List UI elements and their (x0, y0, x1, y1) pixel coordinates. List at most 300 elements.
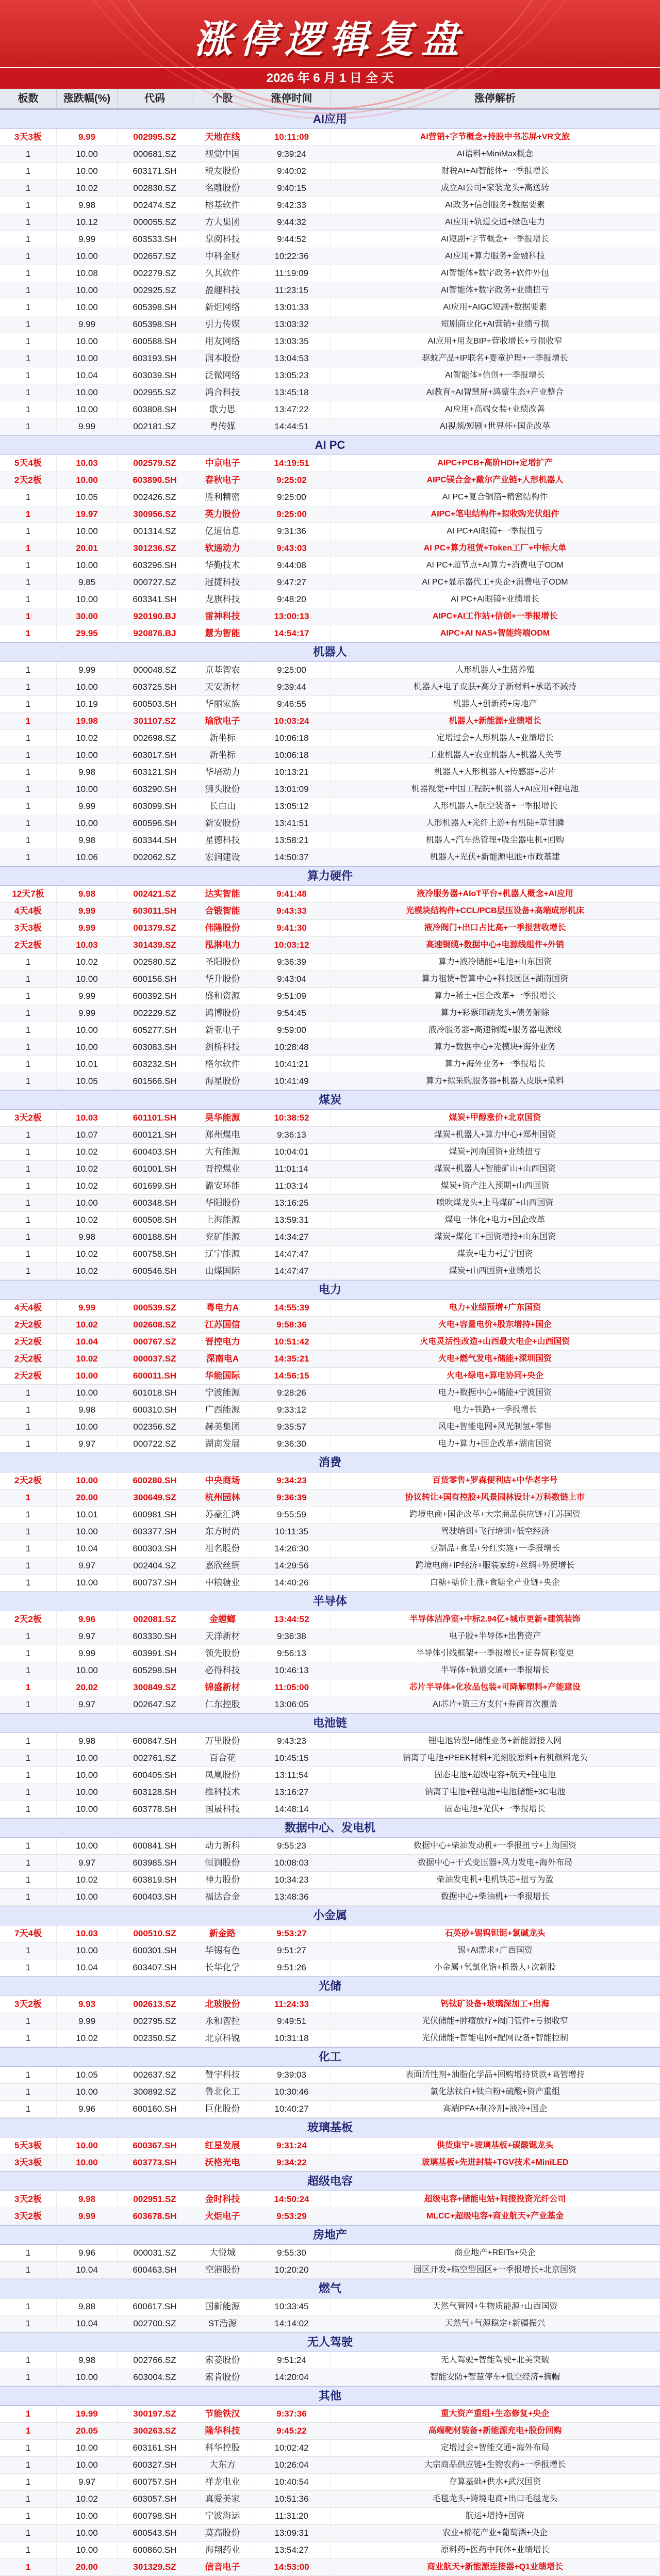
board-count: 1 (0, 2423, 57, 2439)
stock-code: 301236.SZ (118, 540, 192, 557)
stock-name: 恒润股份 (192, 1855, 253, 1871)
limit-up-time: 13:03:35 (253, 333, 331, 350)
stock-name: 狮头股份 (192, 781, 253, 798)
board-count: 1 (0, 2084, 57, 2100)
change-pct: 10.00 (57, 1419, 118, 1435)
stock-name: 宁波海运 (192, 2508, 253, 2524)
limit-up-time: 13:16:25 (253, 1195, 331, 1211)
stock-name: 杭州园林 (192, 1489, 253, 1506)
section-header: 算力硬件 (0, 866, 660, 886)
limit-up-time: 13:05:23 (253, 367, 331, 384)
section-header: AI PC (0, 435, 660, 455)
table-row (0, 1575, 660, 1592)
limit-up-analysis: 算力+稀土+国企改革+一季报增长 (331, 988, 660, 1005)
limit-up-analysis: 财税AI+AI智能体+一季报增长 (331, 163, 660, 180)
limit-up-time: 9:25:00 (253, 489, 331, 506)
change-pct: 19.99 (57, 2406, 118, 2422)
limit-up-analysis: AI应用+用友BIP+营收增长+亏损收窄 (331, 333, 660, 350)
table-row (0, 197, 660, 214)
change-pct: 9.97 (57, 1696, 118, 1713)
change-pct: 10.05 (57, 2067, 118, 2083)
limit-up-analysis: 人形机器人+光纤上游+有机硅+草甘膦 (331, 815, 660, 832)
limit-up-analysis: 钠离子电池+PEEK材料+光刻胶原料+有机颜料龙头 (331, 1750, 660, 1767)
table-row (0, 1368, 660, 1385)
stock-name: 掌阅科技 (192, 231, 253, 248)
board-count: 1 (0, 401, 57, 418)
change-pct: 10.06 (57, 849, 118, 866)
board-count: 1 (0, 1178, 57, 1194)
table-row (0, 1212, 660, 1229)
table-row (0, 1195, 660, 1212)
stock-code: 300956.SZ (118, 506, 192, 523)
stock-code: 002637.SZ (118, 2067, 192, 2083)
stock-name: 锦盛新材 (192, 1679, 253, 1696)
stock-code: 600981.SH (118, 1506, 192, 1523)
stock-code: 002830.SZ (118, 180, 192, 197)
change-pct: 10.02 (57, 1178, 118, 1194)
board-count: 1 (0, 2508, 57, 2524)
change-pct: 10.00 (57, 971, 118, 987)
limit-up-time: 9:34:23 (253, 1472, 331, 1489)
limit-up-analysis: 煤炭+煤化工+国资增持+山东国资 (331, 1229, 660, 1245)
limit-up-time: 10:51:36 (253, 2491, 331, 2507)
change-pct: 9.99 (57, 988, 118, 1005)
stock-name: 晋控电力 (192, 1334, 253, 1350)
change-pct: 10.00 (57, 1575, 118, 1591)
change-pct: 10.05 (57, 1073, 118, 1090)
limit-up-time: 13:01:09 (253, 781, 331, 798)
stock-code: 603407.SH (118, 1959, 192, 1976)
change-pct: 30.00 (57, 608, 118, 625)
stock-name: 深南电A (192, 1351, 253, 1367)
stock-name: 仁东控股 (192, 1696, 253, 1713)
change-pct: 9.88 (57, 2298, 118, 2315)
stock-name: 大有能源 (192, 1144, 253, 1160)
limit-up-time: 10:41:49 (253, 1073, 331, 1090)
stock-code: 603161.SH (118, 2440, 192, 2456)
board-count: 1 (0, 265, 57, 282)
change-pct: 9.99 (57, 1300, 118, 1316)
limit-up-time: 10:46:13 (253, 1662, 331, 1679)
stock-name: 隆华科技 (192, 2423, 253, 2439)
stock-name: 格尔软件 (192, 1056, 253, 1073)
stock-name: 雷神科技 (192, 608, 253, 625)
board-count: 3天2板 (0, 2208, 57, 2225)
limit-up-analysis: 重大资产重组+生态修复+央企 (331, 2406, 660, 2422)
board-count: 1 (0, 1558, 57, 1574)
change-pct: 10.00 (57, 299, 118, 316)
limit-up-time: 9:55:59 (253, 1506, 331, 1523)
table-row (0, 129, 660, 146)
table-row (0, 886, 660, 903)
limit-up-time: 9:43:04 (253, 971, 331, 987)
limit-up-time: 10:31:18 (253, 2030, 331, 2047)
change-pct: 10.00 (57, 815, 118, 832)
stock-name: 潞安环能 (192, 1178, 253, 1194)
limit-up-analysis: AI短剧+字节概念+一季报增长 (331, 231, 660, 248)
limit-up-analysis: 超级电容+储能电站+间接投资光纤公司 (331, 2191, 660, 2208)
limit-up-analysis: 电子胶+半导体+出售资产 (331, 1628, 660, 1645)
limit-up-analysis: 锂电池转型+储能业务+新能源接入网 (331, 1733, 660, 1749)
section-header: 玻璃基板 (0, 2118, 660, 2137)
stock-name: 剑桥科技 (192, 1039, 253, 1056)
change-pct: 9.99 (57, 1005, 118, 1022)
limit-up-analysis: 算力+数据中心+光模块+海外业务 (331, 1039, 660, 1056)
stock-code: 603099.SH (118, 798, 192, 815)
board-count: 1 (0, 1246, 57, 1262)
change-pct: 19.98 (57, 713, 118, 730)
board-count: 1 (0, 625, 57, 642)
table-row (0, 798, 660, 815)
change-pct: 9.98 (57, 197, 118, 214)
stock-code: 603778.SH (118, 1801, 192, 1818)
limit-up-time: 9:39:44 (253, 679, 331, 695)
limit-up-analysis: AI语料+MiniMax概念 (331, 146, 660, 163)
table-row (0, 591, 660, 608)
limit-up-analysis: 跨境电商+IP经济+服装家纺+丝绸+外贸增长 (331, 1558, 660, 1574)
limit-up-time: 9:31:36 (253, 523, 331, 540)
limit-up-time: 14:48:14 (253, 1801, 331, 1818)
limit-up-analysis: 算力+彩票印刷龙头+债务解除 (331, 1005, 660, 1022)
limit-up-time: 9:42:33 (253, 197, 331, 214)
limit-up-analysis: 园区开发+临空型园区+一季报增长+北京国资 (331, 2262, 660, 2278)
change-pct: 9.96 (57, 2245, 118, 2261)
limit-up-time: 14:55:39 (253, 1300, 331, 1316)
board-count: 3天2板 (0, 1110, 57, 1126)
table-row (0, 333, 660, 350)
stock-name: 华阳股份 (192, 1195, 253, 1211)
limit-up-analysis: 商业航天+新能源连接器+Q1业绩增长 (331, 2559, 660, 2575)
table-row (0, 2101, 660, 2118)
table-row (0, 282, 660, 299)
board-count: 1 (0, 2262, 57, 2278)
limit-up-time: 14:44:51 (253, 418, 331, 435)
change-pct: 9.96 (57, 1611, 118, 1628)
change-pct: 9.97 (57, 1855, 118, 1871)
section-header: 电池链 (0, 1713, 660, 1733)
stock-name: 中科金财 (192, 248, 253, 265)
board-count: 1 (0, 2352, 57, 2369)
limit-up-analysis: 数据中心+干式变压器+风力发电+海外布局 (331, 1855, 660, 1871)
change-pct: 9.99 (57, 418, 118, 435)
limit-up-time: 14:47:47 (253, 1263, 331, 1279)
stock-name: 宁波能源 (192, 1385, 253, 1401)
limit-up-analysis: 液冷阀门+出口占比高+一季报营收增长 (331, 920, 660, 936)
table-row (0, 2084, 660, 2101)
board-count: 1 (0, 350, 57, 367)
stock-code: 600758.SH (118, 1246, 192, 1262)
stock-code: 600188.SH (118, 1229, 192, 1245)
stock-name: 冠捷科技 (192, 574, 253, 591)
change-pct: 10.01 (57, 1056, 118, 1073)
change-pct: 10.02 (57, 1263, 118, 1279)
limit-up-time: 10:28:48 (253, 1039, 331, 1056)
stock-code: 603039.SH (118, 367, 192, 384)
section-header: 光储 (0, 1976, 660, 1996)
limit-up-analysis: AI应用+轨道交通+绿色电力 (331, 214, 660, 231)
change-pct: 9.97 (57, 1628, 118, 1645)
table-row (0, 231, 660, 248)
table-row (0, 163, 660, 180)
stock-name: 东方时尚 (192, 1524, 253, 1540)
section-header: 电力 (0, 1280, 660, 1300)
board-count: 1 (0, 299, 57, 316)
board-count: 1 (0, 696, 57, 712)
stock-code: 301439.SZ (118, 937, 192, 953)
stock-code: 603011.SH (118, 903, 192, 919)
limit-up-time: 11:23:15 (253, 282, 331, 299)
stock-name: 慧为智能 (192, 625, 253, 642)
limit-up-time: 9:53:29 (253, 2208, 331, 2225)
stock-name: 科华控股 (192, 2440, 253, 2456)
board-count: 1 (0, 1263, 57, 1279)
limit-up-time: 10:45:15 (253, 1750, 331, 1767)
change-pct: 9.98 (57, 886, 118, 902)
board-count: 2天2板 (0, 937, 57, 953)
stock-name: 税友股份 (192, 163, 253, 180)
limit-up-analysis: AI智能体+数字政务+业绩扭亏 (331, 282, 660, 299)
board-count: 1 (0, 747, 57, 764)
stock-code: 603991.SH (118, 1645, 192, 1662)
limit-up-analysis: AI芯片+第三方支付+券商首次覆盖 (331, 1696, 660, 1713)
limit-up-time: 10:08:03 (253, 1855, 331, 1871)
table-row (0, 1334, 660, 1351)
board-count: 1 (0, 2369, 57, 2386)
board-count: 1 (0, 798, 57, 815)
change-pct: 10.02 (57, 1872, 118, 1888)
limit-up-analysis: 半导体引线框架+一季报增长+证券简称变更 (331, 1645, 660, 1662)
limit-up-analysis: 氯化法钛白+钛白粉+硫酸+资产重组 (331, 2084, 660, 2100)
board-count: 2天2板 (0, 1472, 57, 1489)
board-count: 1 (0, 662, 57, 678)
limit-up-time: 9:44:52 (253, 231, 331, 248)
stock-name: 昊华能源 (192, 1110, 253, 1126)
limit-up-analysis: 火电灵活性改造+山西最大电企+山西国资 (331, 1334, 660, 1350)
limit-up-time: 9:35:57 (253, 1419, 331, 1435)
limit-up-time: 13:01:33 (253, 299, 331, 316)
table-row (0, 1300, 660, 1317)
limit-up-analysis: MLCC+超级电容+商业航天+产业基金 (331, 2208, 660, 2225)
table-row (0, 1178, 660, 1195)
board-count: 1 (0, 591, 57, 608)
limit-up-analysis: 火电+燃气发电+储能+深圳国资 (331, 1351, 660, 1367)
stock-code: 603193.SH (118, 350, 192, 367)
board-count: 1 (0, 1161, 57, 1177)
table-row (0, 1351, 660, 1368)
table-row (0, 1127, 660, 1144)
stock-name: 国新能源 (192, 2298, 253, 2315)
section-header: 机器人 (0, 642, 660, 662)
limit-up-analysis: 高端靶材装备+新能源充电+股份回购 (331, 2423, 660, 2439)
board-count: 1 (0, 2315, 57, 2332)
change-pct: 10.01 (57, 1506, 118, 1523)
stock-code: 301107.SZ (118, 713, 192, 730)
limit-up-time: 11:19:09 (253, 265, 331, 282)
stock-name: 晋控煤业 (192, 1161, 253, 1177)
limit-up-time: 9:41:48 (253, 886, 331, 902)
board-count: 1 (0, 2457, 57, 2473)
table-row (0, 1489, 660, 1506)
limit-up-time: 13:54:27 (253, 2542, 331, 2558)
limit-up-time: 10:34:23 (253, 1872, 331, 1888)
limit-up-analysis: 定增过会+人形机器人+业绩增长 (331, 730, 660, 747)
limit-up-time: 10:33:45 (253, 2298, 331, 2315)
table-row (0, 1872, 660, 1889)
stock-code: 603232.SH (118, 1056, 192, 1073)
stock-name: 方大集团 (192, 214, 253, 231)
stock-code: 600310.SH (118, 1402, 192, 1418)
stock-name: 莫高股份 (192, 2525, 253, 2541)
change-pct: 10.02 (57, 1144, 118, 1160)
stock-name: 瑜欣电子 (192, 713, 253, 730)
limit-up-analysis: 高端PFA+制冷剂+液冷+国企 (331, 2101, 660, 2117)
limit-up-analysis: 风电+智能电网+风光制氢+零售 (331, 1419, 660, 1435)
stock-code: 600121.SH (118, 1127, 192, 1143)
stock-name: 伟隆股份 (192, 920, 253, 936)
stock-code: 002421.SZ (118, 886, 192, 902)
change-pct: 10.00 (57, 384, 118, 401)
table-row (0, 523, 660, 540)
stock-code: 600543.SH (118, 2525, 192, 2541)
stock-code: 001379.SZ (118, 920, 192, 936)
table-row (0, 2508, 660, 2525)
limit-up-analysis: 农业+棉花产业+葡萄酒+央企 (331, 2525, 660, 2541)
limit-up-analysis: AI视频/短剧+世界杯+国企改革 (331, 418, 660, 435)
board-count: 1 (0, 1733, 57, 1749)
limit-up-analysis: 煤炭+河南国资+业绩扭亏 (331, 1144, 660, 1160)
change-pct: 10.00 (57, 2525, 118, 2541)
table-row (0, 1385, 660, 1402)
table-row (0, 2262, 660, 2279)
limit-up-time: 10:22:36 (253, 248, 331, 265)
board-count: 1 (0, 180, 57, 197)
table-row (0, 146, 660, 163)
stock-code: 603171.SH (118, 163, 192, 180)
stock-name: 大东方 (192, 2457, 253, 2473)
table-row (0, 2245, 660, 2262)
board-count: 1 (0, 2491, 57, 2507)
change-pct: 10.03 (57, 937, 118, 953)
stock-code: 605277.SH (118, 1022, 192, 1039)
limit-up-time: 11:24:33 (253, 1996, 331, 2013)
board-count: 1 (0, 163, 57, 180)
board-count: 3天2板 (0, 2191, 57, 2208)
board-count: 1 (0, 971, 57, 987)
stock-code: 605298.SH (118, 1662, 192, 1679)
limit-up-analysis: 煤炭+甲醇涨价+北京国资 (331, 1110, 660, 1126)
change-pct: 10.00 (57, 1472, 118, 1489)
limit-up-time: 9:36:39 (253, 1489, 331, 1506)
table-row (0, 418, 660, 435)
stock-name: 红星发展 (192, 2137, 253, 2154)
limit-up-analysis: AI应用+算力服务+金融科技 (331, 248, 660, 265)
limit-up-analysis: AI教育+AI智慧屏+鸿蒙生态+产业整合 (331, 384, 660, 401)
table-row (0, 1317, 660, 1334)
stock-code: 600508.SH (118, 1212, 192, 1228)
change-pct: 9.98 (57, 2352, 118, 2369)
stock-code: 603330.SH (118, 1628, 192, 1645)
limit-up-analysis: AI PC+AI眼镜+业绩增长 (331, 591, 660, 608)
limit-up-time: 9:58:36 (253, 1317, 331, 1333)
limit-up-time: 14:26:30 (253, 1541, 331, 1557)
table-row (0, 2542, 660, 2559)
board-count: 1 (0, 557, 57, 574)
limit-up-time: 9:37:36 (253, 2406, 331, 2422)
stock-code: 920876.BJ (118, 625, 192, 642)
stock-code: 603377.SH (118, 1524, 192, 1540)
limit-up-time: 14:29:56 (253, 1558, 331, 1574)
stock-name: 金螳螂 (192, 1611, 253, 1628)
stock-name: 粤电力A (192, 1300, 253, 1316)
table-row (0, 815, 660, 832)
table-row (0, 920, 660, 937)
change-pct: 10.00 (57, 1524, 118, 1540)
limit-up-analysis: 芯片半导体+化妆品包装+可降解塑料+产能建设 (331, 1679, 660, 1696)
board-count: 3天2板 (0, 1996, 57, 2013)
change-pct: 20.05 (57, 2423, 118, 2439)
limit-up-analysis: 机器人+光伏+新能源电池+市政基建 (331, 849, 660, 866)
limit-up-time: 14:50:37 (253, 849, 331, 866)
table-row (0, 971, 660, 988)
change-pct: 10.07 (57, 1127, 118, 1143)
stock-code: 603819.SH (118, 1872, 192, 1888)
stock-table (0, 109, 660, 2576)
table-row (0, 764, 660, 781)
change-pct: 20.02 (57, 1679, 118, 1696)
change-pct: 10.00 (57, 2440, 118, 2456)
limit-up-analysis: 固态电池+超级电容+航天+锂电池 (331, 1767, 660, 1784)
limit-up-analysis: 百货零售+罗森便利店+中华老字号 (331, 1472, 660, 1489)
table-row (0, 1628, 660, 1645)
table-row (0, 2423, 660, 2440)
change-pct: 10.00 (57, 1750, 118, 1767)
board-count: 1 (0, 1575, 57, 1591)
table-row (0, 2491, 660, 2508)
change-pct: 10.00 (57, 1039, 118, 1056)
limit-up-time: 9:43:23 (253, 1733, 331, 1749)
board-count: 1 (0, 1628, 57, 1645)
limit-up-analysis: 存算基础+供水+武汉国资 (331, 2474, 660, 2490)
stock-code: 603004.SZ (118, 2369, 192, 2386)
stock-code: 600596.SH (118, 815, 192, 832)
change-pct: 9.99 (57, 1645, 118, 1662)
change-pct: 10.00 (57, 1022, 118, 1039)
change-pct: 9.96 (57, 2101, 118, 2117)
limit-up-time: 9:44:32 (253, 214, 331, 231)
section-header: 煤炭 (0, 1090, 660, 1110)
limit-up-time: 9:59:00 (253, 1022, 331, 1039)
board-count: 1 (0, 2559, 57, 2575)
stock-code: 600011.SH (118, 1368, 192, 1384)
limit-up-time: 13:58:21 (253, 832, 331, 849)
limit-up-time: 10:30:46 (253, 2084, 331, 2100)
table-row (0, 2352, 660, 2369)
table-row (0, 367, 660, 384)
stock-name: 盈趣科技 (192, 282, 253, 299)
stock-name: 粤传媒 (192, 418, 253, 435)
stock-name: 泓淋电力 (192, 937, 253, 953)
stock-code: 002995.SZ (118, 129, 192, 145)
stock-name: 维科技术 (192, 1784, 253, 1801)
change-pct: 10.12 (57, 214, 118, 231)
stock-name: 火炬电子 (192, 2208, 253, 2225)
board-count: 1 (0, 367, 57, 384)
change-pct: 10.00 (57, 1385, 118, 1401)
stock-code: 300197.SZ (118, 2406, 192, 2422)
change-pct: 10.05 (57, 489, 118, 506)
stock-code: 002766.SZ (118, 2352, 192, 2369)
stock-name: 神力股份 (192, 1872, 253, 1888)
